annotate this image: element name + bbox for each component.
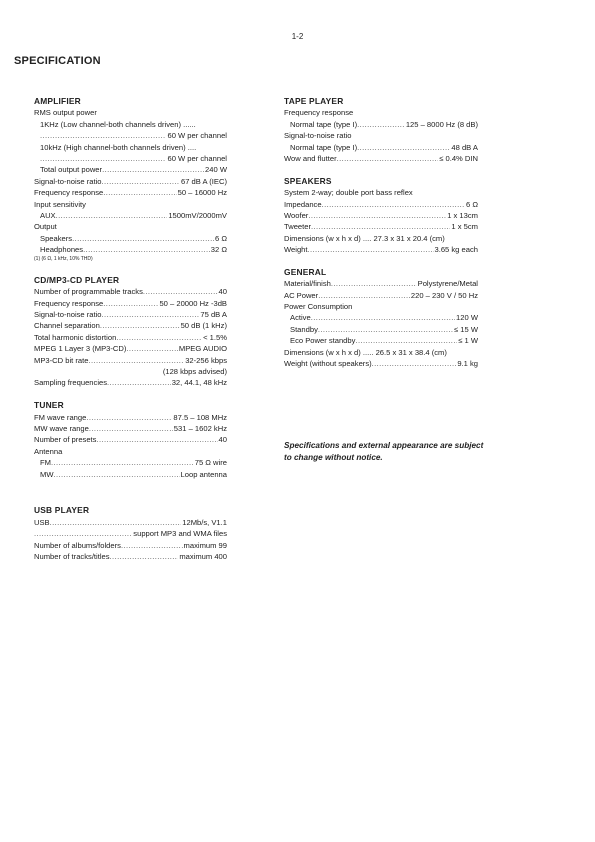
spec-row bbox=[34, 298, 227, 309]
spec-label: Headphones bbox=[40, 245, 84, 255]
page-number: 1-2 bbox=[291, 32, 304, 41]
spec-label: Power Consumption bbox=[284, 302, 353, 312]
spec-label: FM bbox=[40, 458, 51, 468]
spec-row bbox=[34, 142, 227, 153]
spec-value: Polystyrene/Metal bbox=[417, 279, 478, 289]
spec-row bbox=[34, 412, 227, 423]
leader-dots bbox=[311, 312, 455, 323]
leader-dots bbox=[103, 298, 158, 309]
spec-value: maximum 400 bbox=[179, 551, 227, 561]
spec-row bbox=[34, 187, 227, 198]
spec-value: 32 Ω bbox=[210, 245, 227, 255]
spec-row bbox=[34, 377, 227, 388]
spec-value: 40 bbox=[218, 435, 227, 445]
leader-dots bbox=[89, 423, 173, 434]
leader-dots bbox=[72, 233, 214, 244]
spec-label: Weight (without speakers) bbox=[284, 359, 372, 369]
spec-value: 1500mV/2000mV bbox=[168, 210, 227, 220]
spec-label: Normal tape (type I) bbox=[290, 142, 358, 152]
leader-dots bbox=[357, 142, 450, 153]
spec-row bbox=[284, 233, 478, 244]
cd-heading: CD/MP3-CD PLAYER bbox=[34, 274, 120, 285]
spec-row bbox=[284, 347, 478, 358]
spec-label: USB bbox=[34, 517, 50, 527]
page-title: SPECIFICATION bbox=[14, 55, 101, 67]
spec-row bbox=[284, 142, 478, 153]
spec-row bbox=[284, 187, 478, 198]
spec-row bbox=[34, 469, 227, 480]
general-section bbox=[284, 267, 478, 370]
spec-value: ≤ 1 W bbox=[458, 336, 478, 346]
footnote: (1) (6 Ω, 1 kHz, 10% THD) bbox=[34, 256, 93, 263]
cd-section bbox=[34, 275, 227, 389]
spec-row bbox=[34, 446, 227, 457]
spec-row bbox=[284, 130, 478, 141]
spec-row bbox=[34, 130, 227, 141]
spec-row bbox=[34, 176, 227, 187]
spec-label: MPEG 1 Layer 3 (MP3-CD) bbox=[34, 344, 127, 354]
leader-dots bbox=[34, 528, 132, 539]
spec-value: Loop antenna bbox=[180, 469, 227, 479]
spec-row bbox=[34, 119, 227, 130]
spec-value: 240 W bbox=[205, 165, 227, 175]
spec-row bbox=[284, 199, 478, 210]
leader-dots bbox=[372, 358, 457, 369]
leader-dots bbox=[107, 377, 171, 388]
spec-label: Impedance bbox=[284, 199, 322, 209]
spec-label: Number of albums/folders bbox=[34, 540, 121, 550]
leader-dots bbox=[103, 187, 176, 198]
spec-row bbox=[34, 551, 227, 562]
spec-label: Signal-to-noise ratio bbox=[284, 131, 352, 141]
leader-dots bbox=[110, 551, 179, 562]
spec-value: 60 W per channel bbox=[167, 131, 227, 141]
spec-value: support MP3 and WMA files bbox=[133, 529, 227, 539]
spec-label: 1KHz (Low channel-both channels driven) ...... bbox=[40, 119, 196, 129]
amplifier-section bbox=[34, 96, 227, 263]
left-column bbox=[34, 96, 227, 574]
spec-value: 220 – 230 V / 50 Hz bbox=[410, 290, 478, 300]
leader-dots bbox=[54, 469, 180, 480]
spec-label: Total output power bbox=[40, 165, 103, 175]
amplifier-heading: AMPLIFIER bbox=[34, 96, 81, 106]
disclaimer-notice: Specifications and external appearance are subject to change without notice. bbox=[284, 441, 484, 462]
spec-label: AC Power bbox=[284, 290, 319, 300]
leader-dots bbox=[102, 164, 204, 175]
leader-dots bbox=[357, 119, 405, 130]
spec-label: Signal-to-noise ratio bbox=[34, 310, 102, 320]
spec-row bbox=[34, 107, 227, 118]
tape-heading: TAPE PLAYER bbox=[284, 96, 344, 106]
spec-row bbox=[34, 343, 227, 354]
leader-dots bbox=[143, 286, 218, 297]
spec-label: Total harmonic distortion bbox=[34, 332, 117, 342]
spec-row bbox=[284, 290, 478, 301]
spec-row bbox=[284, 312, 478, 323]
spec-value: 120 W bbox=[456, 313, 478, 323]
spec-row bbox=[34, 309, 227, 320]
leader-dots bbox=[88, 355, 184, 366]
leader-dots bbox=[40, 153, 166, 164]
spec-value: 60 W per channel bbox=[167, 153, 227, 163]
spec-row bbox=[34, 210, 227, 221]
spec-row bbox=[34, 517, 227, 528]
spec-label: Signal-to-noise ratio bbox=[34, 176, 102, 186]
spec-label: Standby bbox=[290, 324, 318, 334]
spec-label: Channel separation bbox=[34, 321, 100, 331]
leader-dots bbox=[83, 244, 210, 255]
spec-label: System 2-way; double port bass reflex bbox=[284, 188, 413, 198]
spec-value: 48 dB A bbox=[451, 142, 478, 152]
spec-row bbox=[284, 221, 478, 232]
spec-row bbox=[34, 164, 227, 175]
spec-label: Woofer bbox=[284, 210, 309, 220]
leader-dots bbox=[96, 434, 217, 445]
spec-value: ≤ 15 W bbox=[453, 324, 478, 334]
spec-label: Dimensions (w x h x d) ..... 26.5 x 31 x 38.4 (cm) bbox=[284, 347, 447, 357]
spec-row bbox=[284, 324, 478, 335]
right-column bbox=[284, 96, 478, 381]
spec-value: (128 kbps advised) bbox=[162, 367, 227, 377]
spec-label: Weight bbox=[284, 245, 308, 255]
spec-label: FM wave range bbox=[34, 412, 87, 422]
spec-label: Number of tracks/titles bbox=[34, 551, 110, 561]
spec-row bbox=[34, 366, 227, 377]
spec-label: Sampling frequencies bbox=[34, 378, 108, 388]
spec-row bbox=[34, 286, 227, 297]
spec-row bbox=[284, 107, 478, 118]
spec-row bbox=[34, 355, 227, 366]
spec-label: Output bbox=[34, 222, 57, 232]
spec-value: maximum 99 bbox=[183, 540, 227, 550]
spec-label: MP3-CD bit rate bbox=[34, 355, 89, 365]
leader-dots bbox=[308, 210, 446, 221]
spec-value: 1 x 13cm bbox=[447, 210, 478, 220]
leader-dots bbox=[116, 332, 202, 343]
spec-label: Normal tape (type I) bbox=[290, 119, 358, 129]
spec-row bbox=[284, 210, 478, 221]
spec-label: Number of programmable tracks bbox=[34, 287, 143, 297]
spec-row bbox=[34, 540, 227, 551]
leader-dots bbox=[102, 176, 180, 187]
spec-value: 50 dB (1 kHz) bbox=[180, 321, 227, 331]
leader-dots bbox=[308, 244, 434, 255]
spec-value: 32-256 kbps bbox=[185, 355, 227, 365]
spec-value: 531 – 1602 kHz bbox=[173, 423, 227, 433]
spec-row bbox=[34, 221, 227, 232]
spec-value: 40 bbox=[218, 287, 227, 297]
spec-row bbox=[34, 199, 227, 210]
leader-dots bbox=[126, 343, 177, 354]
leader-dots bbox=[50, 517, 182, 528]
spec-label: RMS output power bbox=[34, 108, 97, 118]
spec-row bbox=[284, 358, 478, 369]
spec-label: Material/finish bbox=[284, 279, 331, 289]
spec-label: Frequency response bbox=[34, 188, 104, 198]
usb-section bbox=[34, 505, 227, 562]
spec-row bbox=[284, 301, 478, 312]
leader-dots bbox=[100, 320, 180, 331]
leader-dots bbox=[51, 457, 194, 468]
spec-row bbox=[34, 153, 227, 164]
spec-label: AUX bbox=[40, 210, 56, 220]
spec-row bbox=[34, 233, 227, 244]
spec-label: Input sensitivity bbox=[34, 199, 86, 209]
spec-label: MW wave range bbox=[34, 423, 89, 433]
spec-value: 6 Ω bbox=[214, 233, 227, 243]
spec-label: Active bbox=[290, 313, 311, 323]
leader-dots bbox=[56, 210, 168, 221]
spec-value: < 1.5% bbox=[203, 332, 227, 342]
spec-label: Wow and flutter bbox=[284, 153, 337, 163]
leader-dots bbox=[355, 335, 457, 346]
spec-value: 87.5 – 108 MHz bbox=[173, 412, 227, 422]
spec-value: 67 dB A (IEC) bbox=[180, 176, 227, 186]
spec-label: Number of presets bbox=[34, 435, 97, 445]
spec-label: Frequency response bbox=[34, 298, 104, 308]
leader-dots bbox=[337, 153, 439, 164]
leader-dots bbox=[86, 412, 172, 423]
leader-dots bbox=[40, 130, 166, 141]
spec-label: MW bbox=[40, 469, 54, 479]
spec-value: 1 x 5cm bbox=[451, 222, 478, 232]
spec-value: 12Mb/s, V1.1 bbox=[182, 517, 227, 527]
usb-heading: USB PLAYER bbox=[34, 505, 90, 516]
speakers-heading: SPEAKERS bbox=[284, 175, 332, 186]
leader-dots bbox=[318, 290, 410, 301]
leader-dots bbox=[121, 540, 183, 551]
spec-row bbox=[284, 278, 478, 289]
spec-row bbox=[34, 457, 227, 468]
spec-value: 75 Ω wire bbox=[194, 458, 227, 468]
spec-row bbox=[34, 434, 227, 445]
spec-value: 3.65 kg each bbox=[434, 245, 478, 255]
spec-label: Tweeter bbox=[284, 222, 312, 232]
tuner-section bbox=[34, 400, 227, 480]
spec-value: 50 – 16000 Hz bbox=[177, 188, 227, 198]
spec-value: 32, 44.1, 48 kHz bbox=[171, 378, 227, 388]
spec-row bbox=[284, 335, 478, 346]
leader-dots bbox=[331, 278, 417, 289]
spec-row bbox=[34, 332, 227, 343]
spec-label: 10kHz (High channel-both channels driven) .... bbox=[40, 142, 197, 152]
spec-row bbox=[34, 244, 227, 255]
spec-row bbox=[34, 528, 227, 539]
spec-value: 75 dB A bbox=[200, 310, 227, 320]
spec-label: Dimensions (w x h x d) .... 27.3 x 31 x 20.4 (cm) bbox=[284, 233, 445, 243]
speakers-section bbox=[284, 176, 478, 256]
spec-value: 6 Ω bbox=[465, 199, 478, 209]
spec-label: Speakers bbox=[40, 233, 73, 243]
spec-value: 125 – 8000 Hz (8 dB) bbox=[405, 119, 478, 129]
spec-label: Antenna bbox=[34, 446, 63, 456]
spec-value: 9.1 kg bbox=[457, 359, 478, 369]
tape-section bbox=[284, 96, 478, 164]
spec-row bbox=[284, 119, 478, 130]
spec-row bbox=[284, 244, 478, 255]
tuner-heading: TUNER bbox=[34, 400, 64, 411]
spec-label: Eco Power standby bbox=[290, 336, 356, 346]
spec-value: ≤ 0.4% DIN bbox=[439, 153, 478, 163]
leader-dots bbox=[318, 324, 453, 335]
spec-label: Frequency response bbox=[284, 108, 354, 118]
leader-dots bbox=[102, 309, 200, 320]
spec-row bbox=[34, 320, 227, 331]
general-heading: GENERAL bbox=[284, 266, 327, 277]
leader-dots bbox=[322, 199, 465, 210]
spec-row bbox=[284, 153, 478, 164]
leader-dots bbox=[311, 221, 450, 232]
spec-value: MPEG AUDIO bbox=[178, 344, 227, 354]
spec-value: 50 – 20000 Hz -3dB bbox=[159, 298, 227, 308]
spec-row bbox=[34, 423, 227, 434]
